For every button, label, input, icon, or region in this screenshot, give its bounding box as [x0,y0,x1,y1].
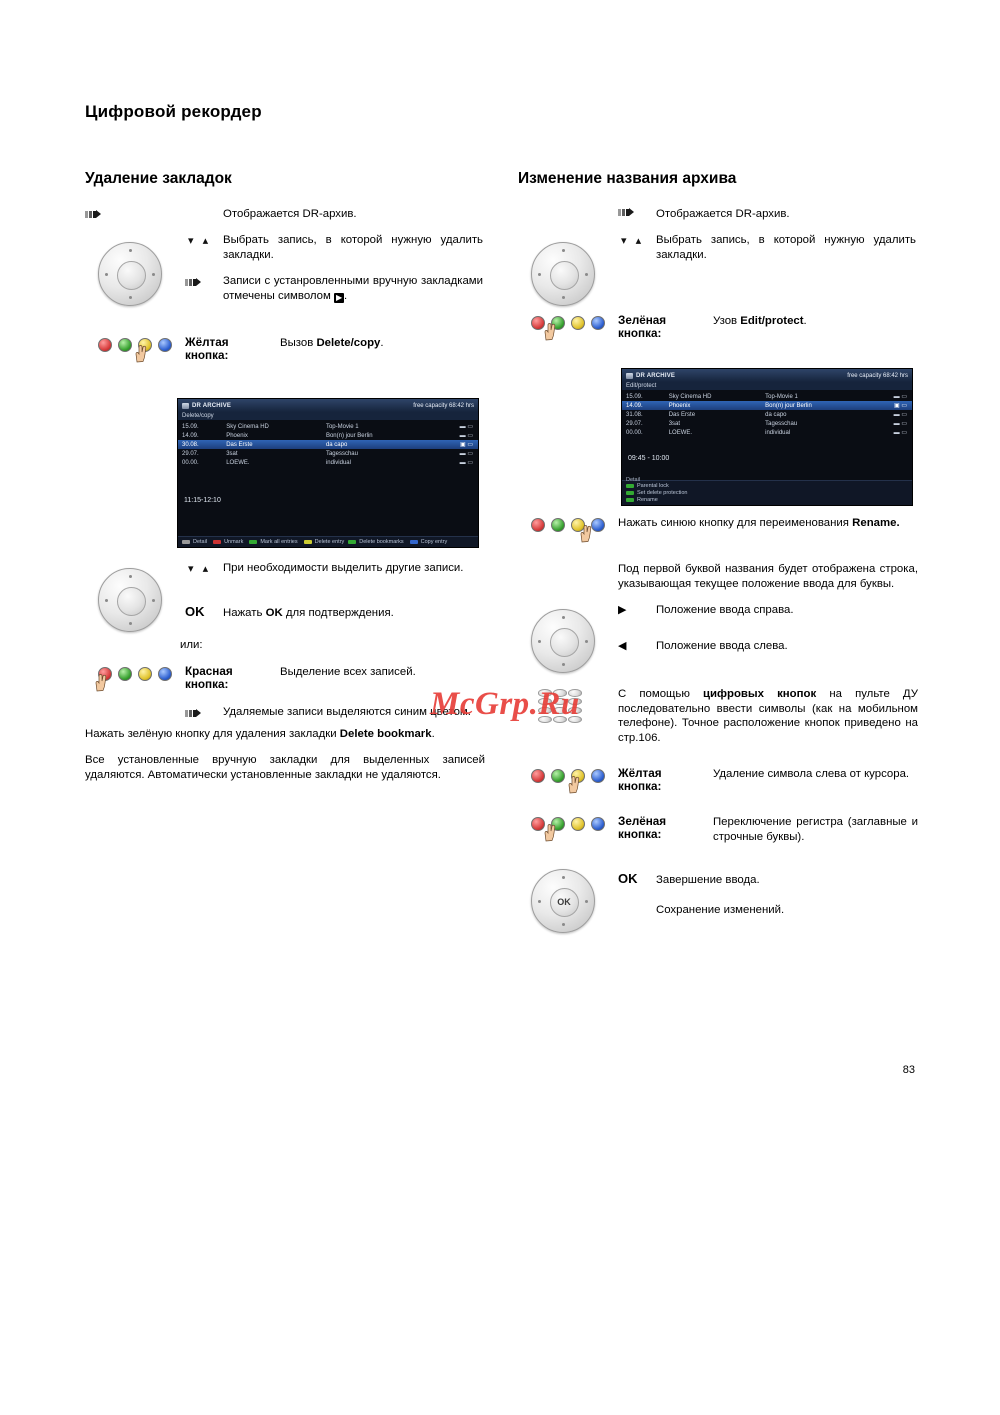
table-row[interactable] [622,392,912,401]
left-dpad-block-2 [85,562,485,644]
right-green-label-2: кнопка: [618,327,662,340]
cell-prog: Top-Movie 1 [765,393,798,400]
footer-item[interactable] [304,539,345,545]
footer-label: Delete entry [314,539,345,545]
right-yellow-label-2: кнопка: [618,780,662,794]
right-green-label-1: Зелёная [618,314,667,327]
right-para-cursor: Под первой буквой названия будет отображена строка, указывающая текущее положение ввода для буквы. [618,563,918,590]
page-title: Цифровой рекордер [85,102,262,121]
yellow-key-icon[interactable] [571,817,585,831]
footer-label: Rename [637,497,658,503]
color-keys-yellow-2[interactable] [531,769,605,783]
cell-date: 31.08. [626,411,643,418]
cell-date: 00.00. [182,459,199,466]
cell-flags: ▬ ▭ [893,421,907,427]
right-yellow-label-1: Жёлтая [618,767,662,781]
left-yellow-action-post: . [380,337,384,349]
left-red-label [185,665,233,691]
left-yellow-label-2: кнопка: [185,349,229,362]
dpad-navigation-icon[interactable] [531,609,595,673]
right-green2-label-2: кнопка: [618,828,662,842]
cell-channel: 3sat [226,450,238,457]
green-key-icon[interactable] [551,316,565,330]
cell-channel: LOEWE. [226,459,250,466]
right-para-rename-pre: Нажать синюю кнопку для переименования [618,517,853,529]
left-step-archive [85,206,485,230]
cell-channel: Das Erste [668,411,696,418]
shot2-detail-label[interactable]: Detail [626,477,641,483]
dr-archive-edit-protect-screenshot [621,368,913,506]
right-blue-key-row [518,518,918,558]
arrow-bullet-icon [185,278,201,287]
shot2-titlebar [622,369,912,382]
red-key-icon[interactable] [98,667,112,681]
up-down-arrows-icon: ▾ ▴ [188,563,212,575]
left-yellow-action-pre: Вызов [280,337,317,349]
table-row[interactable] [622,410,912,419]
left-red-label-1: Красная [185,664,233,678]
cell-date: 14.09. [622,401,665,410]
blue-key-icon[interactable] [591,518,605,532]
yellow-key-icon[interactable] [571,316,585,330]
right-para-digits-pre: С помощью [618,688,704,701]
left-yellow-label [185,336,229,362]
section-title-delete-bookmarks: Удаление закладок [85,170,232,187]
right-para-rename [618,516,918,531]
footer-item[interactable] [626,497,658,503]
cell-flags: ▬ ▭ [459,424,473,430]
left-ok-bold: OK [265,607,283,619]
footer-item[interactable] [213,539,243,545]
dpad-navigation-icon[interactable] [98,242,162,306]
footer-label: Parental lock [637,483,669,489]
cell-prog: individual [765,429,791,436]
table-row[interactable] [178,431,478,440]
right-ok-action-2: Сохранение изменений. [656,904,785,917]
footer-item[interactable] [626,490,687,496]
color-keys-green[interactable] [531,316,605,330]
left-step-marked-text-a: Записи с устанровленными вручную закладками отмечены символом [223,275,483,302]
dpad-navigation-icon[interactable] [98,568,162,632]
right-yellow-label [618,767,662,793]
cell-prog: Tagesschau [765,420,798,427]
table-row[interactable] [178,422,478,431]
table-row[interactable] [622,419,912,428]
right-dpad-lr-block [518,603,918,685]
shot2-capacity: free capacity 68:42 hrs [847,372,908,379]
left-para-delete-bookmark [85,727,485,742]
cell-date: 14.09. [182,432,199,439]
archive-icon [626,373,633,379]
cell-channel: Sky Cinema HD [668,393,712,400]
left-step-marked-text-b: . [344,289,348,302]
left-red-label-2: кнопка: [185,677,229,691]
right-green-key-row [518,316,918,360]
blue-key-icon[interactable] [158,667,172,681]
cell-date: 30.08. [178,440,222,449]
dpad-navigation-icon[interactable] [531,242,595,306]
shot1-table [178,422,478,467]
cell-flags: ▬ ▭ [893,412,907,418]
page-number: 83 [902,1064,915,1076]
bookmark-symbol-icon: ▶ [335,292,343,302]
right-dpad-block [518,234,918,312]
footer-label: Set delete protection [637,490,688,496]
footer-item[interactable] [249,539,297,545]
left-yellow-action-bold: Delete/copy [316,337,381,349]
right-para-rename-bold: Rename. [852,517,900,529]
right-green2-action: Переключение регистра (заглавные и строчные буквы). [713,816,918,843]
color-keys-yellow[interactable] [98,338,172,352]
footer-label: Detail [193,539,208,545]
cell-prog: Tagesschau [325,450,358,457]
right-step-select-text: Выбрать запись, в которой нужную удалить закладки. [656,234,916,261]
right-green2-label-1: Зелёная [618,815,667,829]
cell-flags: ▬ ▭ [893,430,907,436]
section-title-rename-archive: Изменение названия архива [518,170,737,187]
right-green-action-pre: Узов [713,315,741,327]
ok-button-label: OK [185,604,205,619]
shot1-subtitle: Delete/copy [178,412,478,420]
right-green-action [713,314,918,329]
shot2-title: DR ARCHIVE [636,372,676,379]
right-step-archive [518,206,918,230]
right-para-digits-bold: цифровых кнопок [703,688,817,701]
right-para-digits [618,687,918,745]
yellow-key-icon[interactable] [138,338,152,352]
right-yellow-action: Удаление символа слева от курсора. [713,768,910,781]
cell-channel: Das Erste [222,440,322,449]
green-key-icon[interactable] [551,817,565,831]
right-ok-action: Завершение ввода. [656,874,760,887]
cell-date: 15.09. [626,393,643,400]
right-green-action-bold: Edit/protect [740,315,804,327]
footer-item[interactable] [182,539,207,545]
arrow-bullet-icon [185,709,201,718]
footer-label: Delete bookmarks [359,539,404,545]
table-row[interactable] [178,458,478,467]
left-dpad-block [85,234,485,334]
green-key-icon[interactable] [551,518,565,532]
cell-channel: Sky Cinema HD [226,423,269,430]
left-or: или: [180,639,203,651]
right-green-action-post: . [803,315,807,327]
shot2-footer [622,480,912,505]
left-column [85,170,485,782]
left-yellow-label-1: Жёлтая [185,336,229,349]
right-green2-label [618,815,666,841]
blue-key-icon[interactable] [591,769,605,783]
yellow-key-icon[interactable] [138,667,152,681]
cell-flags: ▬ ▭ [459,451,473,457]
color-keys-green-2[interactable] [531,817,605,831]
cell-prog: Bon(n) jour Berlin [761,401,866,410]
cell-prog: da capo [765,411,787,418]
shot1-footer [178,536,478,547]
shot1-capacity: free capacity 68:42 hrs [413,402,474,409]
table-row-selected[interactable] [622,401,912,410]
color-keys-blue[interactable] [531,518,605,532]
right-yellow-key-row [518,769,918,813]
blue-key-icon[interactable] [591,316,605,330]
cell-flags: ▬ ▭ [459,433,473,439]
footer-item[interactable] [626,483,669,489]
cell-flags: ▬ ▭ [893,394,907,400]
footer-label: Mark all entries [260,539,298,545]
left-step-select-text: Выбрать запись, в которой нужную удалить закладки. [223,234,483,261]
cell-flags: ▬ ▭ [459,460,473,466]
red-key-icon[interactable] [98,338,112,352]
cell-flags: ▣ ▭ [866,401,912,410]
cell-prog: Top-Movie 1 [325,423,359,430]
right-ok-block [518,869,918,939]
left-step-blue-color: Удаляемые записи выделяются синим цветом. [223,705,471,718]
dpad-ok-icon[interactable] [531,869,595,933]
right-green-label [618,314,666,340]
green-key-icon[interactable] [118,338,132,352]
shot2-time: 09:45 - 10:00 [628,455,670,462]
blue-key-icon[interactable] [158,338,172,352]
arrow-bullet-icon [618,208,634,217]
green-key-icon[interactable] [551,769,565,783]
right-para-digits-post: на пульте ДУ последовательно ввести символы (как на мобильном телефоне). Точное расположение кнопок приведено на стр.106. [618,688,919,744]
footer-item[interactable] [410,539,448,545]
cell-prog: individual [325,459,351,466]
up-down-arrows-icon: ▾ ▴ [621,235,645,247]
left-ok-pre: Нажать [223,607,266,619]
yellow-key-icon[interactable] [571,769,585,783]
right-arrow-icon: ▶ [618,604,627,617]
watermark: McGrp.Ru [430,686,580,722]
left-ok-text [223,606,483,621]
right-green-key-row-2 [518,817,918,865]
left-para1-bold: Delete bookmark [339,727,432,740]
cell-date: 15.09. [182,423,199,430]
green-key-icon[interactable] [118,667,132,681]
left-arrow-icon: ◀ [618,640,627,653]
cell-date: 00.00. [626,429,643,436]
cell-prog: da capo [322,440,430,449]
left-para1-pre: Нажать зелёную кнопку для удаления закладки [85,727,340,740]
shot2-subtitle: Edit/protect [622,382,912,390]
right-pos-right-text: Положение ввода справа. [656,604,794,617]
ok-button-label: OK [618,871,638,887]
left-yellow-action [280,336,485,351]
color-keys-red[interactable] [98,667,172,681]
yellow-key-icon[interactable] [571,518,585,532]
dr-archive-delete-copy-screenshot [177,398,479,548]
footer-label: Unmark [224,539,244,545]
cell-flags: ▣ ▭ [430,440,478,449]
cell-channel: LOEWE. [668,429,693,436]
red-key-icon[interactable] [531,769,545,783]
up-down-arrows-icon: ▾ ▴ [188,235,212,247]
shot2-table [622,392,912,437]
left-step-marked-text [223,274,483,303]
red-key-icon[interactable] [531,518,545,532]
shot1-time: 11:15-12:10 [184,497,221,504]
right-pos-left-text: Положение ввода слева. [656,640,788,653]
left-para1-post: . [431,727,435,740]
left-step-other-records: При необходимости выделить другие записи. [223,562,464,574]
archive-icon [182,403,189,409]
right-column [518,170,918,943]
red-key-icon[interactable] [531,316,545,330]
red-key-icon[interactable] [531,817,545,831]
table-row[interactable] [178,449,478,458]
cell-date: 29.07. [626,420,643,427]
cell-channel: Phoenix [226,432,248,439]
left-red-key-row [85,664,485,718]
footer-label: Copy entry [420,539,448,545]
arrow-bullet-icon [85,210,101,219]
left-yellow-key-row [85,338,485,384]
cell-channel: 3sat [668,420,681,427]
left-red-action: Выделение всех записей. [280,665,416,678]
left-step-archive-text: Отображается DR-архив. [223,208,357,220]
shot1-title: DR ARCHIVE [192,402,232,409]
table-row-selected[interactable] [178,440,478,449]
right-step-archive-text: Отображается DR-архив. [656,208,790,220]
footer-item[interactable] [348,539,403,545]
left-ok-post: для подтверждения. [282,607,394,619]
cell-channel: Phoenix [665,401,761,410]
left-para-auto-bookmarks: Все установленные вручную закладки для выделенных записей удаляются. Автоматически установленные закладки не удаляются. [85,754,485,781]
blue-key-icon[interactable] [591,817,605,831]
table-row[interactable] [622,428,912,437]
cell-date: 29.07. [182,450,199,457]
cell-prog: Bon(n) jour Berlin [325,432,373,439]
shot1-titlebar [178,399,478,412]
